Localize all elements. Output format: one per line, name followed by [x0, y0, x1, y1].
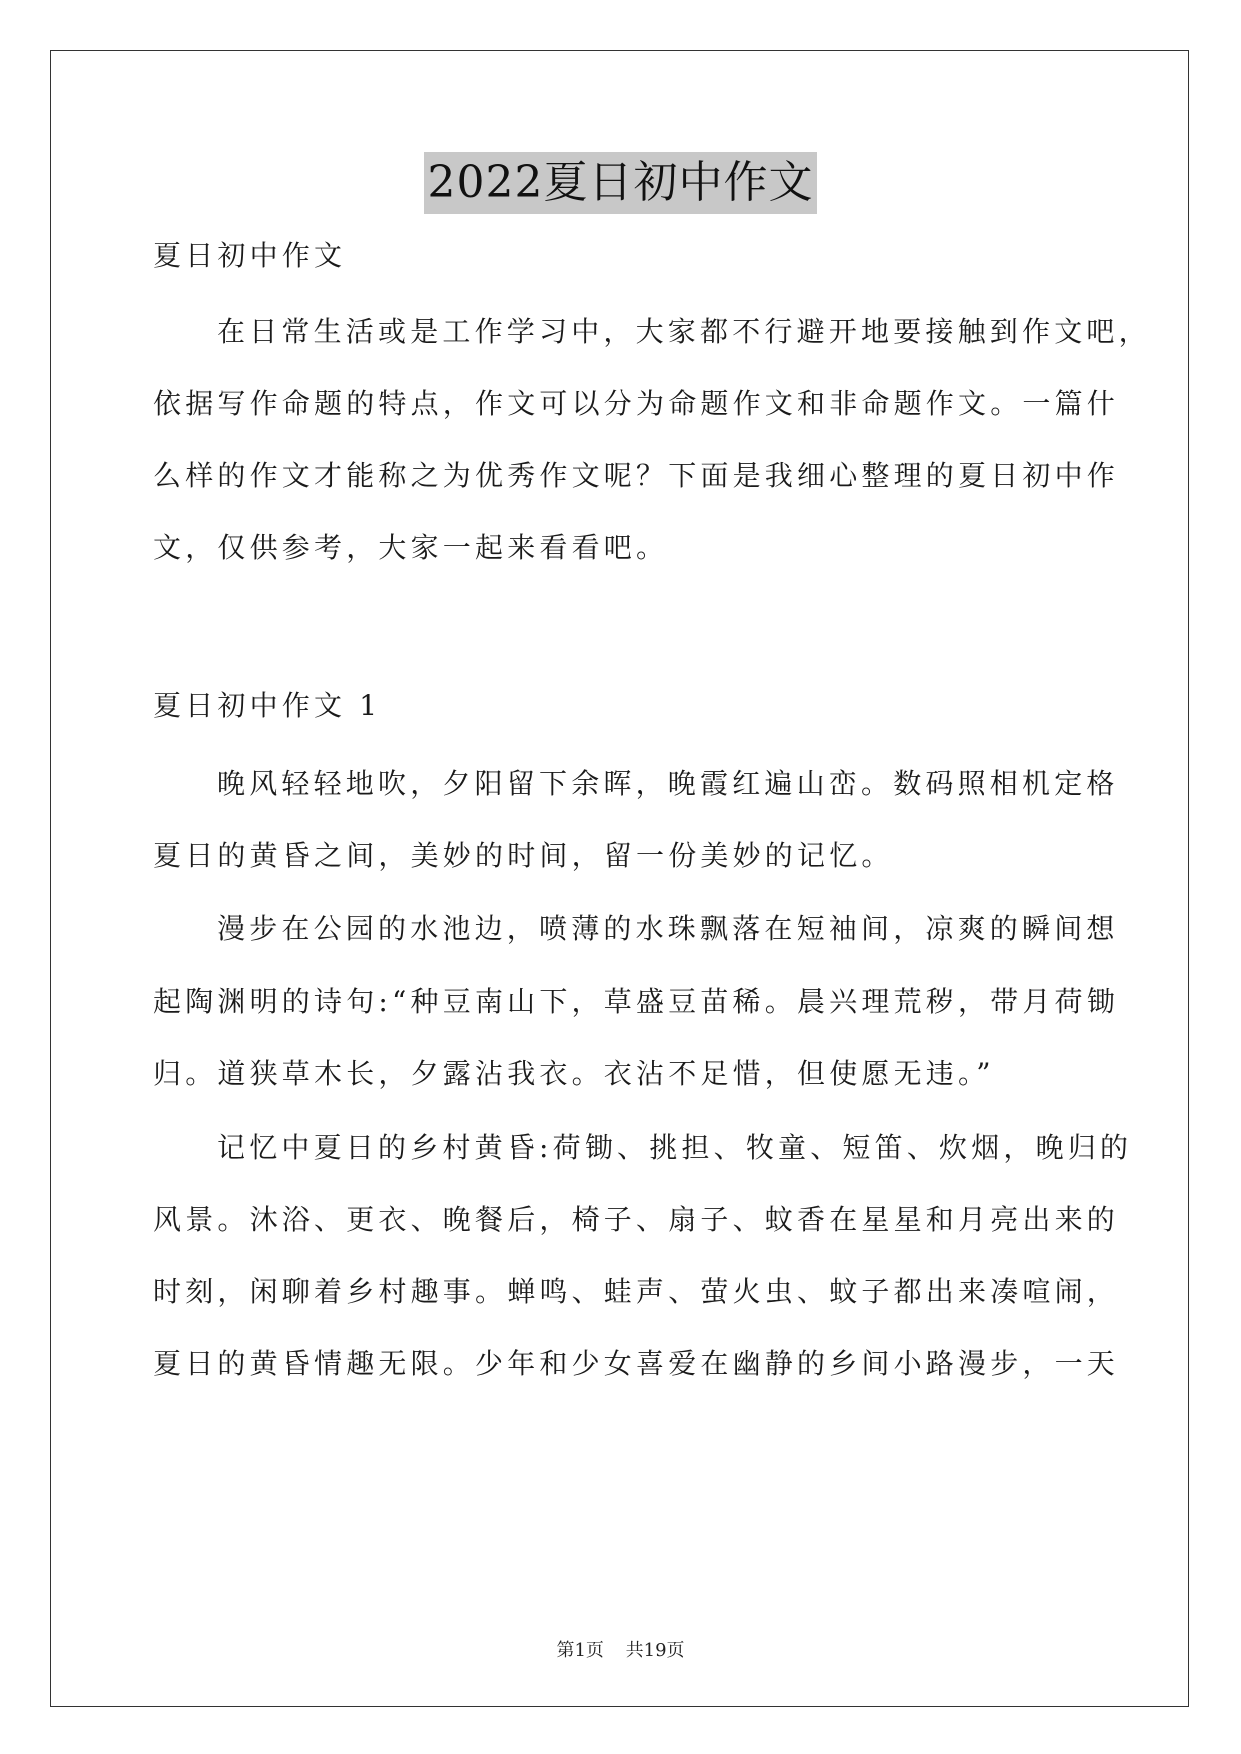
paragraph-line: 夏日的黄昏情趣无限。少年和少女喜爱在幽静的乡间小路漫步，一天: [153, 1347, 1120, 1380]
paragraph-line: 风景。沐浴、更衣、晚餐后，椅子、扇子、蚊香在星星和月亮出来的: [153, 1203, 1120, 1236]
paragraph-line: 漫步在公园的水池边，喷薄的水珠飘落在短袖间，凉爽的瞬间想: [217, 912, 1119, 945]
paragraph-line: 归。道狭草木长，夕露沾我衣。衣沾不足惜，但使愿无违。”: [153, 1057, 995, 1090]
paragraph-line: 依据写作命题的特点，作文可以分为命题作文和非命题作文。一篇什: [153, 387, 1120, 420]
paragraph-line: 起陶渊明的诗句:“种豆南山下，草盛豆苗稀。晨兴理荒秽，带月荷锄: [153, 985, 1119, 1018]
paragraph-line: 夏日的黄昏之间，美妙的时间，留一份美妙的记忆。: [153, 839, 894, 872]
page-number: 第1页: [556, 1640, 604, 1661]
paragraph-line: 文，仅供参考，大家一起来看看吧。: [153, 531, 669, 564]
section-heading: 夏日初中作文 1: [153, 689, 382, 722]
paragraph-line: 么样的作文才能称之为优秀作文呢？下面是我细心整理的夏日初中作: [153, 459, 1120, 492]
paragraph-line: 在日常生活或是工作学习中，大家都不行避开地要接触到作文吧，: [217, 315, 1151, 348]
section-heading: 夏日初中作文: [153, 239, 347, 272]
page-footer: [0, 1636, 1241, 1662]
title-container: [0, 152, 1241, 214]
paragraph-line: 时刻，闲聊着乡村趣事。蝉鸣、蛙声、萤火虫、蚊子都出来凑喧闹，: [153, 1275, 1120, 1308]
document-title: 2022夏日初中作文: [424, 152, 818, 214]
page-total: 共19页: [625, 1640, 685, 1661]
page-border: [50, 50, 1189, 1707]
paragraph-line: 晚风轻轻地吹，夕阳留下余晖，晚霞红遍山峦。数码照相机定格: [217, 767, 1119, 800]
paragraph-line: 记忆中夏日的乡村黄昏:荷锄、挑担、牧童、短笛、炊烟，晚归的: [217, 1131, 1133, 1164]
